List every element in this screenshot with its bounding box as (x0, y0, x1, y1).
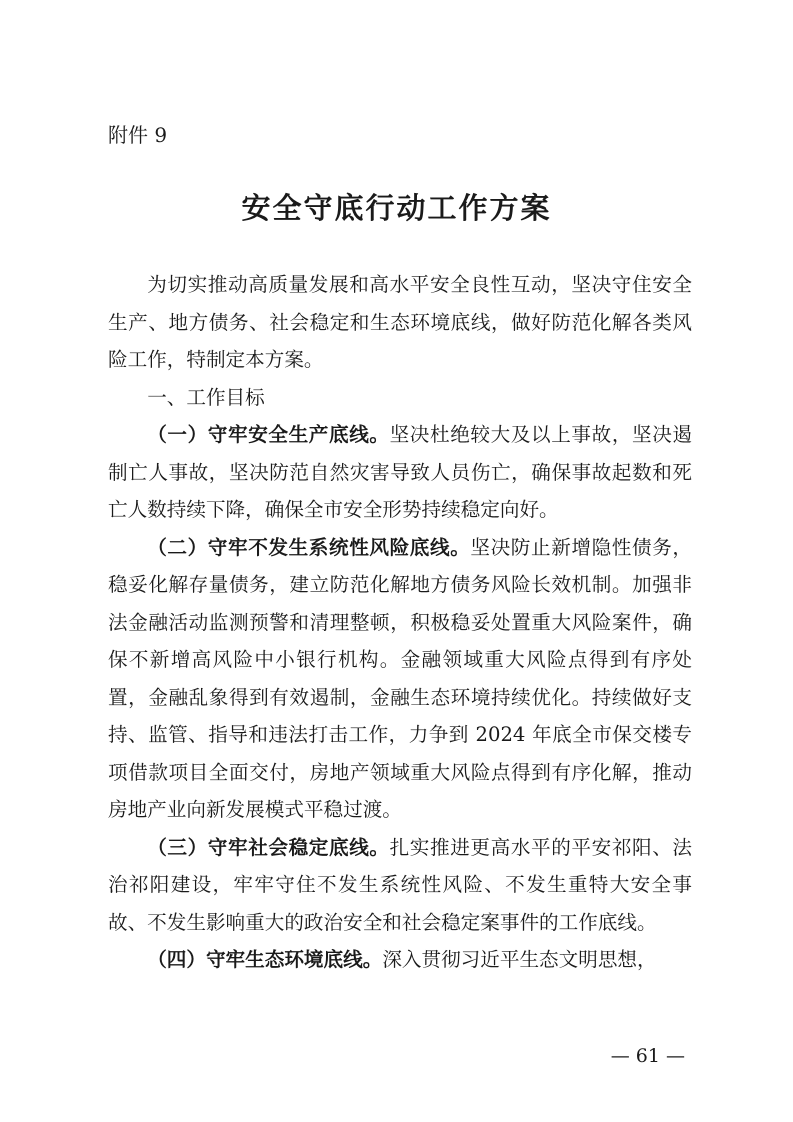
document-title: 安全守底行动工作方案 (241, 191, 552, 225)
goal-paragraph (108, 941, 692, 979)
goal-paragraph (108, 829, 692, 942)
section-heading: 一、工作目标 (147, 385, 265, 409)
goal-text: 深入贯彻习近平生态文明思想， (382, 948, 657, 971)
goal-paragraph (108, 416, 692, 529)
goal-paragraph (108, 529, 692, 829)
goal-lead: （一）守牢安全生产底线。 (147, 423, 390, 446)
goal-lead: （三）守牢社会稳定底线。 (147, 835, 390, 859)
goal-text: 坚决防止新增隐性债务，稳妥化解存量债务，建立防范化解地方债务风险长效机制。加强非法金融活动监测预警和清理整顿，积极稳妥处置重大风险案件，确保不新增高风险中小银行机构。金融领域重大风险点得到有序处置，金融乱象得到有效遏制，金融生态环境持续优化。持续做好支持、监管、指导和违法打击工作，力争到 2024 年底全市保交楼专项借款项目全面交付，房地产领域重大风险点得到有序化解，推动房地产业向新发展模式平稳过渡。 (108, 535, 693, 821)
page-number: — 61 — (610, 1045, 685, 1067)
attachment-label: 附件 9 (108, 123, 168, 147)
goal-lead: （二）守牢不发生系统性风险底线。 (147, 535, 471, 559)
document-body (108, 266, 692, 979)
intro-paragraph: 为切实推动高质量发展和高水平安全良性互动，坚决守住安全生产、地方债务、社会稳定和生态环境底线，做好防范化解各类风险工作，特制定本方案。 (108, 273, 692, 371)
goal-lead: （四）守牢生态环境底线。 (147, 948, 383, 971)
goal-text: 坚决杜绝较大及以上事故，坚决遏制亡人事故，坚决防范自然灾害导致人员伤亡，确保事故起数和死亡人数持续下降，确保全市安全形势持续稳定向好。 (108, 423, 693, 521)
goal-text: 扎实推进更高水平的平安祁阳、法治祁阳建设，牢牢守住不发生系统性风险、不发生重特大安全事故、不发生影响重大的政治安全和社会稳定案事件的工作底线。 (108, 835, 693, 934)
